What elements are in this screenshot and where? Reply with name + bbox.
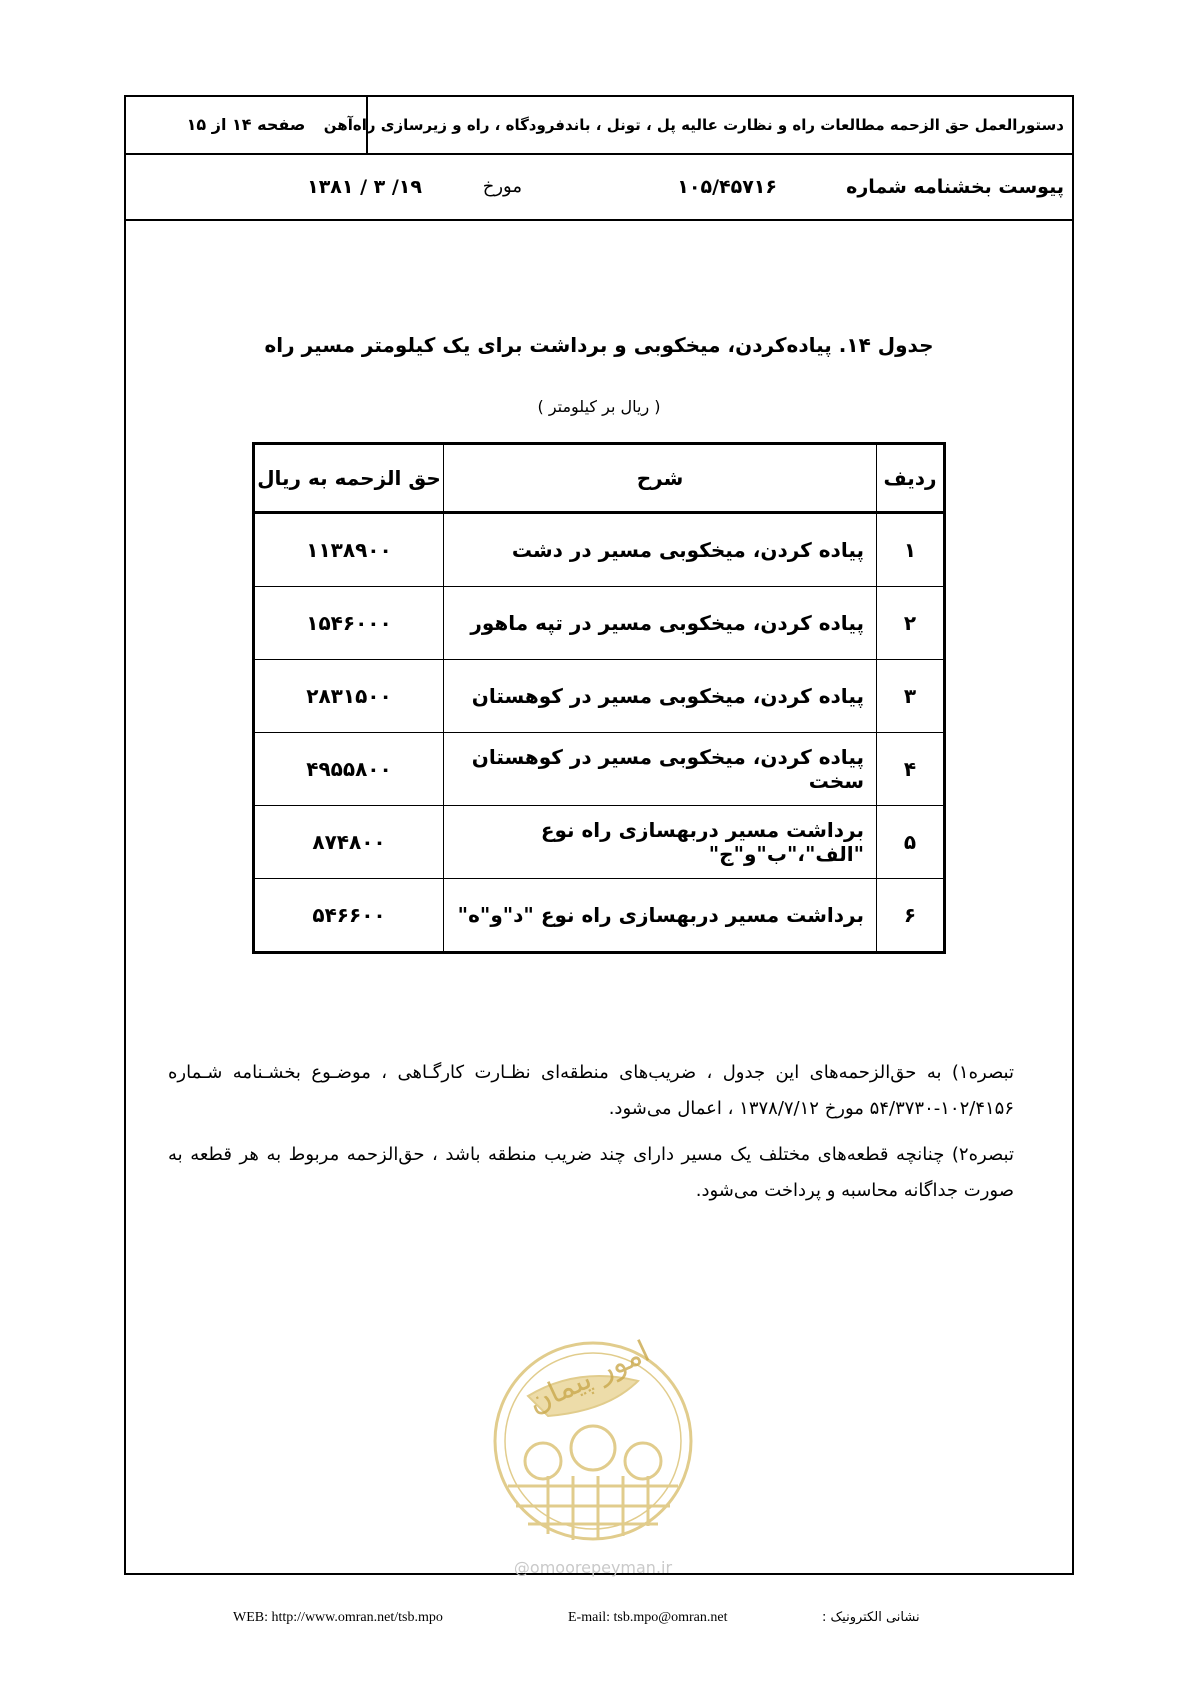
row-number: ۱ xyxy=(877,513,945,587)
table-unit: ( ریال بر کیلومتر ) xyxy=(537,397,661,416)
table-title: جدول ۱۴. پیاده‌کردن، میخکوبی و برداشت برای یک کیلومتر مسیر راه xyxy=(264,333,934,357)
row-number: ۴ xyxy=(877,733,945,806)
footer-web: WEB: http://www.omran.net/tsb.mpo xyxy=(233,1610,443,1625)
row-description: پیاده کردن، میخکوبی مسیر در کوهستان سخت xyxy=(444,733,877,806)
row-fee: ۸۷۴۸۰۰ xyxy=(254,806,444,879)
row-description: برداشت مسیر دربهسازی راه نوع "د"و"ه" xyxy=(444,879,877,953)
table-row xyxy=(254,513,945,587)
column-header-fee: حق الزحمه به ریال xyxy=(254,444,444,513)
table-row xyxy=(254,660,945,733)
column-header-row: ردیف xyxy=(877,444,945,513)
row-description: پیاده کردن، میخکوبی مسیر در کوهستان xyxy=(444,660,877,733)
watermark-logo xyxy=(488,1326,698,1586)
row-fee: ۱۱۳۸۹۰۰ xyxy=(254,513,444,587)
column-header-desc: شرح xyxy=(444,444,877,513)
row-description: پیاده کردن، میخکوبی مسیر در تپه ماهور xyxy=(444,587,877,660)
watermark-logo-text: امور پیمان xyxy=(522,1334,656,1421)
note-1: تبصره۱) به حق‌الزحمه‌های این جدول ، ضریب‌های منطقه‌ای نظـارت کارگـاهی ، موضـوع بخشـنامه شـماره ۱۰۲/۴۱۵۶-۵۴/۳۷۳۰ مورخ ۱۳۷۸/۷/۱۲ ، اعمال می‌شود. xyxy=(168,1062,1014,1119)
row-number: ۳ xyxy=(877,660,945,733)
header-title-row xyxy=(126,97,1072,155)
row-fee: ۴۹۵۵۸۰۰ xyxy=(254,733,444,806)
table-row xyxy=(254,806,945,879)
row-fee: ۲۸۳۱۵۰۰ xyxy=(254,660,444,733)
footer-email: E-mail: tsb.mpo@omran.net xyxy=(568,1610,728,1625)
row-fee: ۵۴۶۶۰۰ xyxy=(254,879,444,953)
row-number: ۶ xyxy=(877,879,945,953)
notes xyxy=(168,1055,1014,1219)
page-number: صفحه ۱۴ از ۱۵ xyxy=(126,97,368,153)
document-title: دستورالعمل حق الزحمه مطالعات راه و نظارت عالیه پل ، تونل ، باندفرودگاه ، راه و زیرسازی راه‌آهن xyxy=(323,116,1064,134)
attachment-label: پیوست بخشنامه شماره xyxy=(846,176,1064,198)
table-row xyxy=(254,879,945,953)
row-description: پیاده کردن، میخکوبی مسیر در دشت xyxy=(444,513,877,587)
table-row xyxy=(254,733,945,806)
note-2: تبصره۲) چنانچه قطعه‌های مختلف یک مسیر دارای چند ضریب منطقه باشد ، حق‌الزحمه مربوط به هر قطعه به صورت جداگانه محاسبه و پرداخت می‌شود. xyxy=(168,1144,1014,1201)
row-description: برداشت مسیر دربهسازی راه نوع "الف"،"ب"و"ج" xyxy=(444,806,877,879)
circular-date: ۱۳۸۱ / ۳ /۱۹ xyxy=(307,176,422,198)
fees-table xyxy=(252,442,946,954)
table-row xyxy=(254,587,945,660)
dated-label: مورخ xyxy=(482,176,522,197)
footer-electronic-label: نشانی الکترونیک : xyxy=(822,1610,920,1625)
table-header-row xyxy=(254,444,945,513)
row-number: ۵ xyxy=(877,806,945,879)
circular-number: ۱۰۵/۴۵۷۱۶ xyxy=(677,176,777,198)
header-circular-row xyxy=(126,155,1072,221)
row-number: ۲ xyxy=(877,587,945,660)
row-fee: ۱۵۴۶۰۰۰ xyxy=(254,587,444,660)
watermark-url: @omoorepeyman.ir xyxy=(513,1558,673,1577)
